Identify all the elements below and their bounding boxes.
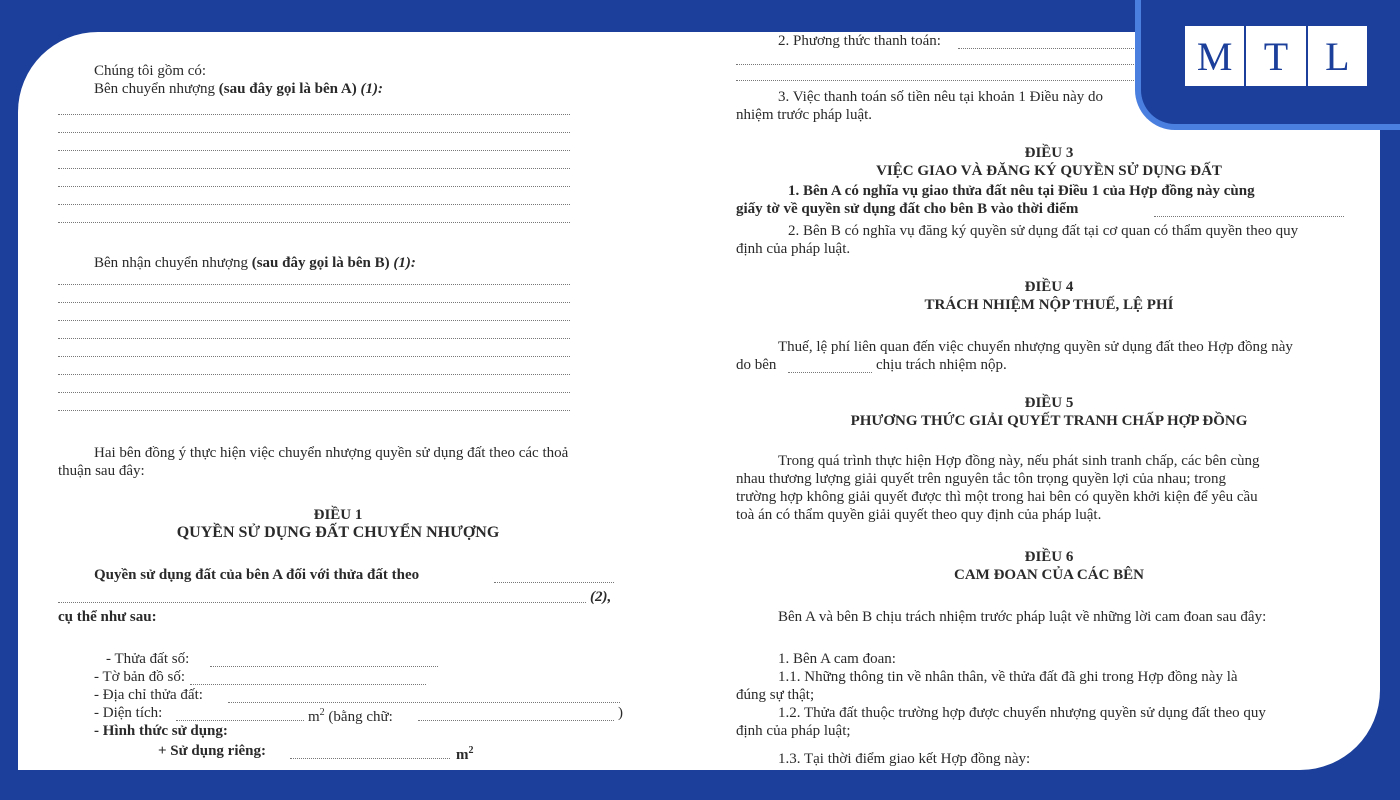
party-a-blank-line (58, 222, 570, 223)
article-6-clause-1-1: 1.1. Những thông tin về nhân thân, về thửa đất đã ghi trong Hợp đồng này là (778, 669, 1238, 685)
parcel-number-label: - Thửa đất số: (106, 651, 190, 667)
address-label: - Địa chỉ thửa đất: (94, 687, 203, 703)
party-b-blank-line (58, 356, 570, 357)
party-b-blank-line (58, 392, 570, 393)
party-a-blank-line (58, 150, 570, 151)
article-3-clause-1: giấy tờ về quyền sử dụng đất cho bên B vào thời điểm (736, 201, 1079, 217)
payment-method-label: 2. Phương thức thanh toán: (778, 33, 941, 49)
parcel-number-blank (210, 666, 438, 667)
article-4-text: do bên (736, 357, 777, 373)
article-4-title: TRÁCH NHIỆM NỘP THUẾ, LỆ PHÍ (924, 297, 1174, 313)
payment-clause-3: nhiệm trước pháp luật. (736, 107, 873, 123)
article-3-clause-1: 1. Bên A có nghĩa vụ giao thửa đất nêu tại Điều 1 của Hợp đồng này cùng (788, 183, 1255, 199)
article-1-blank (58, 602, 586, 603)
article-6-title: CAM ĐOAN CỦA CÁC BÊN (954, 567, 1144, 583)
area-blank (176, 720, 304, 721)
article-6-clause-1-1: đúng sự thật; (736, 687, 815, 703)
article-3-title: VIỆC GIAO VÀ ĐĂNG KÝ QUYỀN SỬ DỤNG ĐẤT (876, 163, 1222, 179)
article-1-title: QUYỀN SỬ DỤNG ĐẤT CHUYỂN NHƯỢNG (176, 524, 500, 541)
article-6-number: ĐIỀU 6 (1024, 549, 1074, 565)
logo-letter: M (1185, 26, 1246, 86)
article-3-clause-2: 2. Bên B có nghĩa vụ đăng ký quyền sử dụng đất tại cơ quan có thẩm quyền theo quy (788, 223, 1299, 239)
article-1-blank (494, 582, 614, 583)
logo (1185, 26, 1367, 86)
article-5-number: ĐIỀU 5 (1024, 395, 1074, 411)
article-4-number: ĐIỀU 4 (1024, 279, 1074, 295)
document-page-right (718, 32, 1380, 770)
party-b-blank-line (58, 302, 570, 303)
logo-letter: L (1325, 33, 1350, 79)
article-6-clause-1-2: định của pháp luật; (736, 723, 851, 739)
article-6-clause-1-2: 1.2. Thửa đất thuộc trường hợp được chuyển nhượng quyền sử dụng đất theo quy (778, 705, 1266, 721)
article-4-blank (788, 372, 872, 373)
article-6-intro: Bên A và bên B chịu trách nhiệm trước pháp luật về những lời cam đoan sau đây: (778, 609, 1267, 625)
party-b-blank-line (58, 320, 570, 321)
payment-method-blank (736, 64, 1156, 65)
document-page-left (18, 32, 708, 770)
area-label: - Diện tích: (94, 705, 163, 721)
address-blank (228, 702, 620, 703)
article-3-blank (1154, 216, 1344, 217)
area-words-blank (418, 720, 614, 721)
logo-letter: T (1246, 26, 1307, 86)
article-6-clause-1: 1. Bên A cam đoan: (778, 651, 896, 667)
article-4-text: chịu trách nhiệm nộp. (876, 357, 1007, 373)
logo-badge (1135, 0, 1400, 130)
document-frame (18, 32, 1380, 770)
article-3-number: ĐIỀU 3 (1024, 145, 1074, 161)
private-use-label: + Sử dụng riêng: (158, 743, 266, 759)
usage-form-label: - Hình thức sử dụng: (94, 723, 228, 739)
party-a-blank-line (58, 168, 570, 169)
map-number-blank (190, 684, 426, 685)
article-1-line: cụ thể như sau: (58, 609, 157, 625)
party-b-blank-line (58, 338, 570, 339)
article-1-number: ĐIỀU 1 (313, 507, 363, 523)
party-a-blank-line (58, 204, 570, 205)
article-6-clause-1-3: 1.3. Tại thời điểm giao kết Hợp đồng này: (778, 751, 1031, 767)
party-a-blank-line (58, 186, 570, 187)
map-number-label: - Tờ bản đồ số: (94, 669, 185, 685)
article-4-text: Thuế, lệ phí liên quan đến việc chuyển nhượng quyền sử dụng đất theo Hợp đồng này (778, 339, 1293, 355)
article-5-title: PHƯƠNG THỨC GIẢI QUYẾT TRANH CHẤP HỢP ĐỒNG (850, 413, 1248, 429)
party-a-blank-line (58, 114, 570, 115)
article-1-note: (2), (590, 589, 612, 605)
payment-clause-3: 3. Việc thanh toán số tiền nêu tại khoản 1 Điều này do (778, 89, 1103, 105)
article-5-text: trường hợp không giải quyết được thì một trong hai bên có quyền khởi kiện để yêu cầu (736, 489, 1258, 505)
article-3-clause-2: định của pháp luật. (736, 241, 851, 257)
party-a-heading: Bên chuyển nhượng (sau đây gọi là bên A) (1): (94, 81, 383, 97)
agreement-line: thuận sau đây: (58, 463, 145, 479)
article-5-text: nhau thương lượng giải quyết trên nguyên tắc tôn trọng quyền lợi của nhau; trong (736, 471, 1226, 487)
private-use-unit: $m^2$ (456, 745, 474, 763)
area-unit: $m^2$ (bằng chữ: (308, 707, 393, 725)
payment-method-blank (736, 80, 1156, 81)
article-5-text: toà án có thẩm quyền giải quyết theo quy định của pháp luật. (736, 507, 1102, 523)
article-1-line: Quyền sử dụng đất của bên A đối với thửa đất theo (94, 567, 420, 583)
intro-text: Chúng tôi gồm có: (94, 63, 207, 79)
party-a-blank-line (58, 132, 570, 133)
payment-method-blank (958, 48, 1158, 49)
party-b-blank-line (58, 284, 570, 285)
party-b-blank-line (58, 410, 570, 411)
article-5-text: Trong quá trình thực hiện Hợp đồng này, nếu phát sinh tranh chấp, các bên cùng (778, 453, 1260, 469)
agreement-line: Hai bên đồng ý thực hiện việc chuyển nhượng quyền sử dụng đất theo các thoả (94, 445, 569, 461)
party-b-blank-line (58, 374, 570, 375)
area-close: ) (618, 705, 623, 721)
private-use-blank (290, 758, 450, 759)
party-b-heading: Bên nhận chuyển nhượng (sau đây gọi là bên B) (1): (94, 255, 416, 271)
